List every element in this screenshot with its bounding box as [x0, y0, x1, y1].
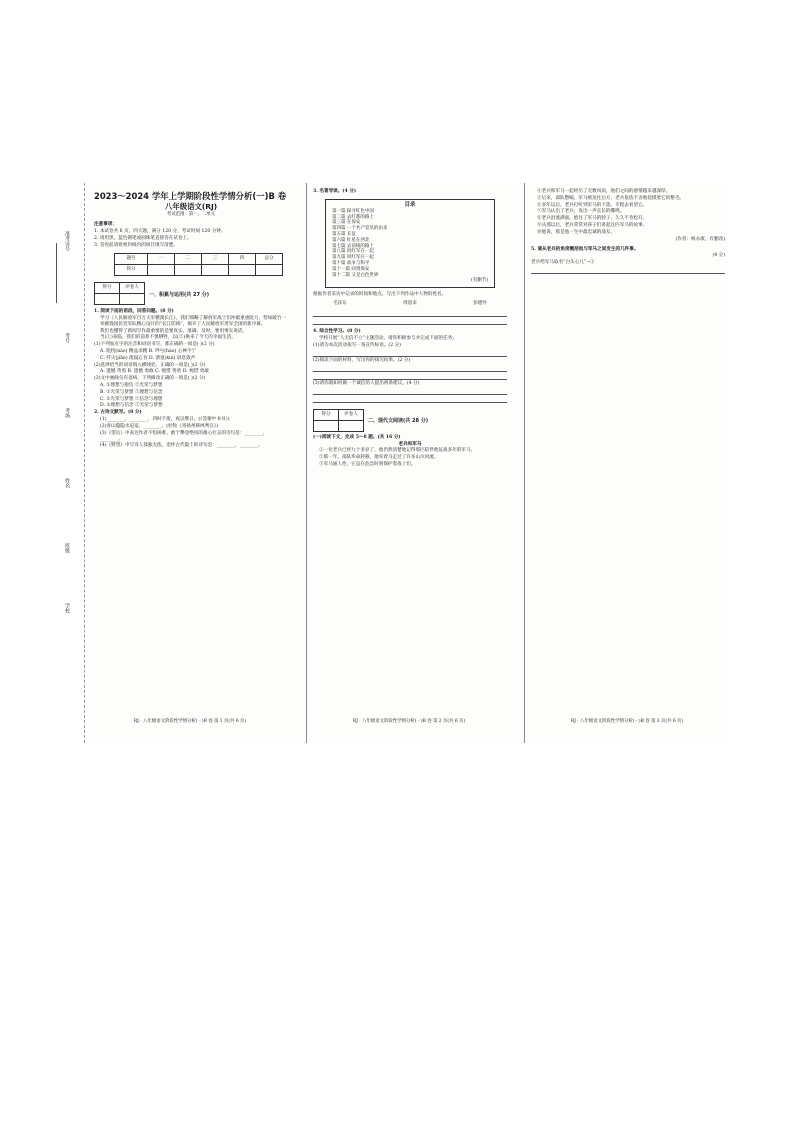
question-1-3: (3)文中画线句有语病，下列修改正确的一项是( )(2 分)	[94, 376, 206, 382]
reading-paragraph: ⑦军马认出了老兵，发出一声长长的嘶鸣。	[537, 209, 625, 215]
notes-title: 注意事项：	[94, 222, 117, 227]
sidebar-label-class: 班级	[64, 543, 70, 553]
option-line: A. 阻挠(náo) 精益求精 B. 呼号(háo) 心神不宁	[100, 348, 197, 354]
reading-paragraph: ①一位老兵已经九十多岁了，他仍然清楚地记得那匹陪伴他征战多年的军马。	[319, 448, 476, 454]
page-footer: RJ · 八年级语文阶段性学情分析(一)B 卷 第 1 页(共 6 页)	[133, 719, 247, 724]
answer-lines[interactable]	[313, 365, 507, 380]
grader-label: 得分	[314, 409, 339, 420]
question-3-text: 根据作者采访中记录的时间和地点，写出下列作品中人物的姓名。	[313, 292, 447, 298]
contents-item: 第三篇 在保安	[332, 220, 361, 226]
contents-item: 第五篇 长征	[332, 231, 356, 237]
exam-page-1	[88, 183, 292, 743]
option-line: A. 遗憾 英勇 B. 遗憾 勇敢 C. 惋惜 英勇 D. 惋惜 勇敢	[100, 369, 209, 375]
passage-line: 当(①)来临，我们的前辈不惧牺牲，以(②)换来了今天的幸福生活。	[100, 335, 236, 341]
reading-paragraph: ⑨从那以后，老兵常常对孩子们讲起这匹军马的故事。	[537, 222, 648, 228]
score-cell[interactable]	[256, 265, 283, 276]
section-1-title: 一、积累与运用(共 27 分)	[149, 291, 210, 298]
question-1: 1. 阅读下面的语段，回答问题。(8 分)	[94, 309, 174, 314]
grader-cell[interactable]	[120, 294, 145, 305]
question-3: 3. 名著导读。(4 分)	[313, 189, 357, 194]
grader-label: 得分	[95, 283, 120, 294]
notes-list	[94, 229, 288, 249]
score-header: 三	[202, 254, 229, 265]
contents-caption: (有删节)	[470, 278, 488, 284]
sidebar-label-examno: 考号	[64, 333, 70, 343]
question-5-points: (4 分)	[712, 253, 725, 259]
note-item: 2. 请用黑、蓝色钢笔或圆珠笔直接答在试卷上。	[94, 236, 192, 241]
sidebar-label-name: 姓名	[64, 478, 70, 488]
score-table	[114, 253, 283, 276]
option-line: D. ①理想与信念 ②光荣与梦想	[100, 403, 163, 409]
answer-lines[interactable]	[313, 388, 507, 403]
question-4-item: (1)请为本次活动拟写一条宣传标语。(2 分)	[313, 342, 401, 348]
grader-label: 评卷人	[120, 283, 145, 294]
score-cell[interactable]	[229, 265, 256, 276]
poem-line: (1)________，________，四时不废，夜以继日。(《答谢中书书》)	[100, 416, 230, 422]
question-5: 5. 请从老兵的角度概括他与军马之间发生的几件事。	[531, 246, 639, 252]
grader-label: 评卷人	[339, 409, 364, 420]
contents-item: 第四篇 一个共产党员的由来	[332, 226, 388, 232]
sidebar-label-ticket: 准考证号	[64, 231, 70, 251]
name-row	[333, 301, 487, 307]
binding-line	[56, 243, 57, 303]
contents-item: 第十二篇 又是白色世界	[332, 272, 379, 278]
book-contents-box	[325, 199, 495, 288]
score-header: 二	[175, 254, 202, 265]
score-cell[interactable]	[202, 265, 229, 276]
question-4-item: (3)请你就如何做一个诚信的人提出两条建议。(4 分)	[313, 380, 420, 386]
question-2: 2. 古诗文默写。(8 分)	[94, 410, 142, 416]
passage-line: 学习《人民解放军百万大军横渡长江》，我们领略了解放军战士们冲破重重阻力、势如破竹一举摧毁国民党军队精心设计的“长江防线”，揭开了人民解放军进军全国的新序幕。	[100, 315, 287, 327]
grader-box	[94, 282, 145, 305]
section-2-header	[313, 409, 507, 432]
grader-cell[interactable]	[314, 420, 339, 431]
person-name: 周恩来	[403, 301, 417, 307]
poem-line: (2)青山隐隐水迢迢，________。(杜牧《寄扬州韩绰判官》)	[100, 423, 219, 429]
grader-cell[interactable]	[95, 294, 120, 305]
score-cell[interactable]	[148, 265, 175, 276]
contents-item: 第九篇 同红军在一起	[332, 255, 374, 261]
grader-box	[313, 409, 364, 432]
question-1-2: (2)选择恰当的词语填入横线处，正确的一项是( )(2 分)	[94, 362, 206, 368]
contents-item: 第十一篇 回到保安	[332, 266, 370, 272]
person-name: 毛泽东	[333, 301, 347, 307]
passage-line: 我们也懂得了新闻写作最重要的是要真实、准确、及时，要用事实说话。	[100, 328, 248, 334]
contents-item: 第八篇 同红军在一起	[332, 249, 374, 255]
section-1-header	[94, 282, 288, 305]
contents-item: 第六篇 红星在西北	[332, 237, 370, 243]
question-4-text: 学校开展“人无信不立”主题活动，请你积极参与并完成下面的任务。	[319, 335, 457, 341]
page-footer: RJ · 八年级语文阶段性学情分析(一)B 卷 第 3 页(共 6 页)	[570, 719, 684, 724]
reading-1-title: 老兵和军马	[398, 441, 422, 447]
score-header: 四	[229, 254, 256, 265]
question-5-answer-start: 老兵给军马取名“白头心儿”→①	[531, 260, 595, 266]
reading-paragraph: ④老兵和军马一起经历了无数风雨，他们之间的感情越来越深厚。	[537, 189, 671, 194]
note-item: 1. 本试卷共 6 页，四大题，满分 120 分，考试时间 120 分钟。	[94, 229, 226, 234]
score-header: 一	[148, 254, 175, 265]
contents-item: 第二篇 去红都的路上	[332, 214, 374, 220]
question-4-item: (2)阅读下面的材料，写出你的探究结果。(2 分)	[313, 357, 411, 363]
contents-title: 目录	[404, 202, 416, 208]
answer-lines[interactable]	[313, 350, 507, 357]
contents-item: 第七篇 去前线的路上	[332, 243, 374, 249]
exam-title: 2023～2024 学年上学期阶段性学情分析(一)B 卷	[94, 191, 287, 201]
reading-paragraph: ⑩他说，那是他一生中最忠诚的战友。	[537, 229, 616, 235]
exam-subtitle: 八年级语文(RJ)	[164, 202, 218, 211]
reading-1-instruction: (一)阅读下文，完成 5～8 题。(共 16 分)	[313, 434, 401, 440]
page-footer: RJ · 八年级语文阶段性学情分析(一)B 卷 第 2 页(共 6 页)	[352, 719, 466, 724]
score-header: 总分	[256, 254, 283, 265]
reading-paragraph: ⑥多年以后，老兵打听到军马的下落，专程去看望它。	[537, 202, 648, 208]
reading-paragraph: ⑧老兵泪流满面，抱住了军马的脖子，久久不肯松开。	[537, 216, 648, 222]
score-header: 题号	[115, 254, 148, 265]
note-item: 3. 答卷前请将密封线内的项目填写清楚。	[94, 243, 178, 248]
score-cell[interactable]	[175, 265, 202, 276]
option-line: A. ①理想与抱负 ②光荣与梦想	[100, 382, 163, 388]
binding-margin	[50, 183, 85, 743]
grader-cell[interactable]	[339, 420, 364, 431]
poem-line: (3)《望岳》中表达作者不怕困难、敢于攀登绝顶的雄心壮志的诗句是：________，________。	[100, 430, 268, 442]
answer-lines[interactable]	[531, 267, 725, 274]
option-line: B. ①光荣与梦想 ②理想与信念	[100, 389, 163, 395]
option-line: C. 歼灭(jiān) 废寝忘食 D. 溃退(kuì) 屏息敛声	[100, 355, 196, 361]
sidebar-label-room: 考场	[64, 408, 70, 418]
person-name: 彭德怀	[473, 301, 487, 307]
contents-item: 第一篇 探寻红色中国	[332, 208, 374, 214]
reading-source: (作者：杨永康，有删改)	[675, 236, 725, 242]
contents-item: 第十篇 战争与和平	[332, 260, 370, 266]
option-line: C. ①光荣与梦想 ②信念与理想	[100, 396, 163, 402]
sidebar-label-school: 学校	[64, 603, 70, 613]
exam-page-3	[524, 183, 729, 743]
exam-sheet	[88, 183, 728, 743]
question-1-1: (1)下列加点字的注音和词语书写，都正确的一项是( )(2 分)	[94, 342, 215, 348]
answer-lines[interactable]	[313, 310, 507, 325]
exam-page-2	[306, 183, 511, 743]
reading-paragraph: ②那一年，部队奉命转移，他牵着马走过了许多山川河流。	[319, 455, 439, 461]
poem-line: (4)《野望》中写诗人孤独无依，追怀古代隐士的诗句是：________，________。	[100, 443, 263, 449]
section-2-title: 二、现代文阅读(共 28 分)	[368, 418, 429, 425]
question-4: 4. 综合性学习。(8 分)	[313, 329, 361, 335]
reading-paragraph: ⑤后来，部队整编，军马被送往后方，老兵依依不舍地抚摸着它的鬃毛。	[537, 195, 685, 201]
reading-paragraph: ③军马通人性，它总在危急时刻保护着战士们。	[319, 461, 416, 467]
score-row-label: 得分	[115, 265, 148, 276]
exam-scope: 考试范围：第一、二单元	[166, 212, 216, 217]
